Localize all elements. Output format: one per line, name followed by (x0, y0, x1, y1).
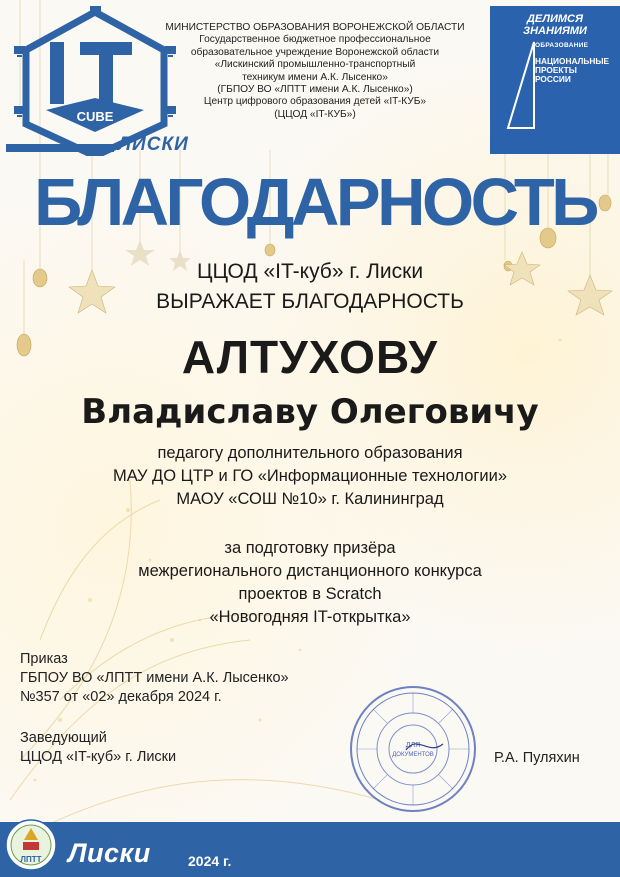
national-projects-category: ОБРАЗОВАНИЕ (535, 42, 589, 49)
ministry-line: (ЦЦОД «IT-КУБ») (274, 108, 356, 120)
order-line: №357 от «02» декабря 2024 г. (20, 689, 222, 705)
national-projects-title (535, 56, 609, 84)
issuer-line: ЦЦОД «IT-куб» г. Лиски (196, 260, 424, 283)
reason-line: за подготовку призёра (224, 539, 396, 557)
footer-city: Лиски (68, 838, 151, 868)
signatory-name: Р.А. Пуляхин (494, 750, 580, 766)
reason-line: «Новогодняя IT-открытка» (209, 608, 411, 626)
order-reference (20, 650, 289, 707)
recipient-given-names: Владиславу Олеговичу (81, 392, 539, 432)
national-projects-slogan: ДЕЛИМСЯ ЗНАНИЯМИ (523, 13, 587, 37)
ministry-line: Государственное бюджетное профессиональное (199, 34, 431, 46)
ministry-line: образовательное учреждение Воронежской области (190, 46, 440, 58)
issuer-statement: ВЫРАЖАЕТ БЛАГОДАРНОСТЬ (156, 290, 464, 313)
logo-city: ЛИСКИ (118, 134, 189, 155)
ministry-line: (ГБПОУ ВО «ЛПТТ имени А.К. Лысенко») (217, 84, 413, 96)
national-projects-icon (506, 40, 536, 130)
recipient-position-line: МАУ ДО ЦТР и ГО «Информационные технологии» (112, 467, 508, 485)
reason-line: межрегионального дистанционного конкурса (138, 562, 482, 580)
national-projects-title-line: ПРОЕКТЫ (535, 65, 577, 75)
emblem-text: ЛПТТ (20, 855, 42, 864)
signatory-role-line: Заведующий (20, 730, 107, 746)
logo-letters: IT (6, 6, 7, 7)
seal-center-text: ДОКУМЕНТОВ (392, 752, 434, 758)
ministry-line: техникум имени А.К. Лысенко» (242, 71, 388, 83)
seal-center-text: ДЛЯ (405, 742, 421, 749)
ministry-line: МИНИСТЕРСТВО ОБРАЗОВАНИЯ ВОРОНЕЖСКОЙ ОБЛАСТИ (165, 22, 465, 33)
signatory-role (20, 729, 176, 767)
national-projects-title-line: РОССИИ (535, 74, 571, 84)
footer-year: 2024 г. (188, 853, 232, 869)
order-line: ГБПОУ ВО «ЛПТТ имени А.К. Лысенко» (20, 670, 289, 686)
recipient-position-line: педагогу дополнительного образования (157, 444, 463, 462)
lptt-emblem (4, 818, 58, 872)
ministry-line: Центр цифрового образования детей «IT-КУБ» (203, 96, 427, 108)
official-seal (348, 684, 478, 814)
signatory-role-line: ЦЦОД «IT-куб» г. Лиски (20, 749, 177, 765)
national-projects-title-line: НАЦИОНАЛЬНЫЕ (535, 56, 609, 66)
reason-line: проектов в Scratch (238, 585, 382, 603)
logo-cube-text: CUBE (76, 109, 114, 124)
national-projects-logo (535, 42, 609, 84)
recipient-position-line: МАОУ «СОШ №10» г. Калининград (176, 490, 444, 508)
logo-underline (6, 144, 114, 152)
ministry-line: «Лискинский промышленно-транспортный (214, 59, 416, 71)
certificate-title: БЛАГОДАРНОСТЬ (34, 165, 596, 240)
ministry-header (150, 22, 480, 121)
recipient-surname: АЛТУХОВУ (181, 331, 439, 383)
order-line: Приказ (20, 651, 68, 667)
